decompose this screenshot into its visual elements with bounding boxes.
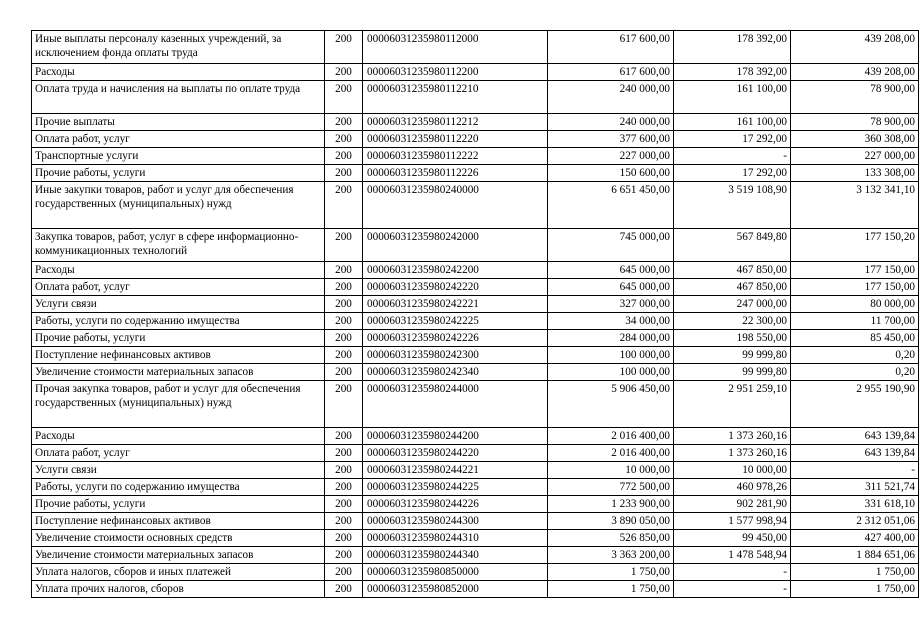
row-executed-cell: 161 100,00	[674, 114, 791, 131]
table-row	[32, 564, 919, 581]
row-kbk-cell: 00006031235980112210	[363, 81, 548, 114]
row-kbk-cell: 00006031235980242300	[363, 347, 548, 364]
row-code-cell: 200	[325, 279, 363, 296]
row-executed-cell: 99 999,80	[674, 364, 791, 381]
row-name-cell: Увеличение стоимости материальных запасов	[32, 547, 325, 564]
row-approved-cell: 100 000,00	[548, 347, 674, 364]
row-name-cell: Уплата налогов, сборов и иных платежей	[32, 564, 325, 581]
row-unexecuted-cell: 2 955 190,90	[791, 381, 919, 428]
row-unexecuted-cell: 331 618,10	[791, 496, 919, 513]
row-executed-cell: 467 850,00	[674, 262, 791, 279]
row-name-cell: Прочая закупка товаров, работ и услуг для обеспечения государственных (муниципальных) нужд	[32, 381, 325, 428]
row-kbk-cell: 00006031235980244225	[363, 479, 548, 496]
row-approved-cell: 227 000,00	[548, 148, 674, 165]
row-unexecuted-cell: 311 521,74	[791, 479, 919, 496]
row-name-cell: Прочие работы, услуги	[32, 165, 325, 182]
row-approved-cell: 2 016 400,00	[548, 428, 674, 445]
row-kbk-cell: 00006031235980112200	[363, 64, 548, 81]
row-name-cell: Иные выплаты персоналу казенных учреждений, за исключением фонда оплаты труда	[32, 31, 325, 64]
row-kbk-cell: 00006031235980112000	[363, 31, 548, 64]
table-row	[32, 31, 919, 64]
table-row	[32, 347, 919, 364]
row-code-cell: 200	[325, 182, 363, 229]
row-executed-cell: 567 849,80	[674, 229, 791, 262]
row-approved-cell: 100 000,00	[548, 364, 674, 381]
row-code-cell: 200	[325, 530, 363, 547]
table-row	[32, 313, 919, 330]
row-name-cell: Закупка товаров, работ, услуг в сфере информационно-коммуникационных технологий	[32, 229, 325, 262]
row-approved-cell: 34 000,00	[548, 313, 674, 330]
row-executed-cell: 1 478 548,94	[674, 547, 791, 564]
row-kbk-cell: 00006031235980852000	[363, 581, 548, 598]
row-code-cell: 200	[325, 148, 363, 165]
table-row	[32, 330, 919, 347]
row-unexecuted-cell: 643 139,84	[791, 428, 919, 445]
row-code-cell: 200	[325, 581, 363, 598]
row-approved-cell: 6 651 450,00	[548, 182, 674, 229]
row-approved-cell: 284 000,00	[548, 330, 674, 347]
row-approved-cell: 745 000,00	[548, 229, 674, 262]
row-executed-cell: 99 999,80	[674, 347, 791, 364]
row-executed-cell: -	[674, 564, 791, 581]
row-approved-cell: 10 000,00	[548, 462, 674, 479]
table-row	[32, 547, 919, 564]
row-code-cell: 200	[325, 114, 363, 131]
table-row	[32, 229, 919, 262]
row-approved-cell: 150 600,00	[548, 165, 674, 182]
row-kbk-cell: 00006031235980112226	[363, 165, 548, 182]
row-code-cell: 200	[325, 313, 363, 330]
row-executed-cell: 198 550,00	[674, 330, 791, 347]
table-row	[32, 296, 919, 313]
row-approved-cell: 5 906 450,00	[548, 381, 674, 428]
row-name-cell: Работы, услуги по содержанию имущества	[32, 479, 325, 496]
row-unexecuted-cell: 3 132 341,10	[791, 182, 919, 229]
table-row	[32, 381, 919, 428]
row-approved-cell: 1 233 900,00	[548, 496, 674, 513]
row-name-cell: Уплата прочих налогов, сборов	[32, 581, 325, 598]
row-name-cell: Расходы	[32, 428, 325, 445]
table-row	[32, 279, 919, 296]
row-executed-cell: 247 000,00	[674, 296, 791, 313]
table-row	[32, 428, 919, 445]
row-code-cell: 200	[325, 296, 363, 313]
row-name-cell: Услуги связи	[32, 296, 325, 313]
table-row	[32, 148, 919, 165]
row-name-cell: Прочие работы, услуги	[32, 496, 325, 513]
table-row	[32, 114, 919, 131]
row-executed-cell: 178 392,00	[674, 31, 791, 64]
row-kbk-cell: 00006031235980244220	[363, 445, 548, 462]
row-kbk-cell: 00006031235980244340	[363, 547, 548, 564]
row-unexecuted-cell: 177 150,00	[791, 262, 919, 279]
table-row	[32, 165, 919, 182]
row-code-cell: 200	[325, 165, 363, 182]
row-executed-cell: 3 519 108,90	[674, 182, 791, 229]
row-name-cell: Увеличение стоимости материальных запасов	[32, 364, 325, 381]
row-code-cell: 200	[325, 445, 363, 462]
row-kbk-cell: 00006031235980242340	[363, 364, 548, 381]
row-unexecuted-cell: 1 884 651,06	[791, 547, 919, 564]
row-executed-cell: 1 373 260,16	[674, 428, 791, 445]
row-name-cell: Поступление нефинансовых активов	[32, 513, 325, 530]
row-name-cell: Оплата работ, услуг	[32, 131, 325, 148]
row-code-cell: 200	[325, 462, 363, 479]
row-kbk-cell: 00006031235980244221	[363, 462, 548, 479]
row-executed-cell: 17 292,00	[674, 131, 791, 148]
row-name-cell: Оплата работ, услуг	[32, 445, 325, 462]
row-kbk-cell: 00006031235980850000	[363, 564, 548, 581]
row-code-cell: 200	[325, 347, 363, 364]
row-executed-cell: 1 373 260,16	[674, 445, 791, 462]
row-code-cell: 200	[325, 564, 363, 581]
row-kbk-cell: 00006031235980242200	[363, 262, 548, 279]
row-code-cell: 200	[325, 513, 363, 530]
row-kbk-cell: 00006031235980244310	[363, 530, 548, 547]
row-unexecuted-cell: 439 208,00	[791, 31, 919, 64]
row-name-cell: Оплата работ, услуг	[32, 279, 325, 296]
report-table-wrapper	[31, 30, 919, 598]
row-kbk-cell: 00006031235980244300	[363, 513, 548, 530]
row-code-cell: 200	[325, 131, 363, 148]
row-executed-cell: 467 850,00	[674, 279, 791, 296]
table-row	[32, 262, 919, 279]
row-unexecuted-cell: 78 900,00	[791, 81, 919, 114]
row-kbk-cell: 00006031235980244226	[363, 496, 548, 513]
row-approved-cell: 617 600,00	[548, 31, 674, 64]
row-approved-cell: 240 000,00	[548, 81, 674, 114]
row-code-cell: 200	[325, 31, 363, 64]
table-row	[32, 479, 919, 496]
table-row	[32, 364, 919, 381]
row-approved-cell: 2 016 400,00	[548, 445, 674, 462]
row-unexecuted-cell: 360 308,00	[791, 131, 919, 148]
row-approved-cell: 645 000,00	[548, 279, 674, 296]
row-code-cell: 200	[325, 364, 363, 381]
row-code-cell: 200	[325, 262, 363, 279]
row-kbk-cell: 00006031235980242220	[363, 279, 548, 296]
row-code-cell: 200	[325, 64, 363, 81]
table-row	[32, 131, 919, 148]
row-executed-cell: -	[674, 581, 791, 598]
row-code-cell: 200	[325, 496, 363, 513]
row-name-cell: Иные закупки товаров, работ и услуг для обеспечения государственных (муниципальных) нужд	[32, 182, 325, 229]
row-code-cell: 200	[325, 428, 363, 445]
row-executed-cell: 178 392,00	[674, 64, 791, 81]
row-approved-cell: 1 750,00	[548, 564, 674, 581]
row-approved-cell: 1 750,00	[548, 581, 674, 598]
row-unexecuted-cell: 1 750,00	[791, 581, 919, 598]
row-unexecuted-cell: 227 000,00	[791, 148, 919, 165]
row-approved-cell: 327 000,00	[548, 296, 674, 313]
table-row	[32, 496, 919, 513]
row-approved-cell: 617 600,00	[548, 64, 674, 81]
budget-execution-table	[31, 30, 919, 598]
row-unexecuted-cell: 2 312 051,06	[791, 513, 919, 530]
row-unexecuted-cell: 177 150,20	[791, 229, 919, 262]
row-approved-cell: 3 363 200,00	[548, 547, 674, 564]
table-row	[32, 581, 919, 598]
row-code-cell: 200	[325, 547, 363, 564]
row-unexecuted-cell: 11 700,00	[791, 313, 919, 330]
row-executed-cell: 17 292,00	[674, 165, 791, 182]
row-name-cell: Работы, услуги по содержанию имущества	[32, 313, 325, 330]
row-kbk-cell: 00006031235980244200	[363, 428, 548, 445]
table-body	[32, 31, 919, 598]
row-unexecuted-cell: 1 750,00	[791, 564, 919, 581]
row-unexecuted-cell: 643 139,84	[791, 445, 919, 462]
row-kbk-cell: 00006031235980112222	[363, 148, 548, 165]
row-unexecuted-cell: 85 450,00	[791, 330, 919, 347]
row-name-cell: Оплата труда и начисления на выплаты по оплате труда	[32, 81, 325, 114]
table-row	[32, 182, 919, 229]
row-unexecuted-cell: 177 150,00	[791, 279, 919, 296]
row-name-cell: Прочие работы, услуги	[32, 330, 325, 347]
row-executed-cell: 161 100,00	[674, 81, 791, 114]
row-name-cell: Транспортные услуги	[32, 148, 325, 165]
row-unexecuted-cell: 78 900,00	[791, 114, 919, 131]
row-name-cell: Расходы	[32, 64, 325, 81]
table-row	[32, 64, 919, 81]
row-kbk-cell: 00006031235980242000	[363, 229, 548, 262]
row-approved-cell: 645 000,00	[548, 262, 674, 279]
row-unexecuted-cell: 427 400,00	[791, 530, 919, 547]
row-executed-cell: 10 000,00	[674, 462, 791, 479]
row-approved-cell: 526 850,00	[548, 530, 674, 547]
row-code-cell: 200	[325, 81, 363, 114]
row-kbk-cell: 00006031235980242226	[363, 330, 548, 347]
row-name-cell: Увеличение стоимости основных средств	[32, 530, 325, 547]
row-kbk-cell: 00006031235980112220	[363, 131, 548, 148]
row-executed-cell: 1 577 998,94	[674, 513, 791, 530]
row-unexecuted-cell: 0,20	[791, 347, 919, 364]
row-executed-cell: 2 951 259,10	[674, 381, 791, 428]
row-executed-cell: 22 300,00	[674, 313, 791, 330]
table-row	[32, 462, 919, 479]
row-kbk-cell: 00006031235980244000	[363, 381, 548, 428]
row-executed-cell: -	[674, 148, 791, 165]
row-unexecuted-cell: 133 308,00	[791, 165, 919, 182]
table-row	[32, 445, 919, 462]
row-approved-cell: 3 890 050,00	[548, 513, 674, 530]
row-executed-cell: 902 281,90	[674, 496, 791, 513]
row-unexecuted-cell: 439 208,00	[791, 64, 919, 81]
row-approved-cell: 772 500,00	[548, 479, 674, 496]
row-unexecuted-cell: 0,20	[791, 364, 919, 381]
row-approved-cell: 240 000,00	[548, 114, 674, 131]
row-approved-cell: 377 600,00	[548, 131, 674, 148]
row-unexecuted-cell: 80 000,00	[791, 296, 919, 313]
row-kbk-cell: 00006031235980242225	[363, 313, 548, 330]
row-executed-cell: 99 450,00	[674, 530, 791, 547]
row-code-cell: 200	[325, 229, 363, 262]
row-name-cell: Услуги связи	[32, 462, 325, 479]
row-kbk-cell: 00006031235980242221	[363, 296, 548, 313]
row-kbk-cell: 00006031235980240000	[363, 182, 548, 229]
row-code-cell: 200	[325, 381, 363, 428]
row-unexecuted-cell: -	[791, 462, 919, 479]
table-row	[32, 81, 919, 114]
row-kbk-cell: 00006031235980112212	[363, 114, 548, 131]
row-code-cell: 200	[325, 330, 363, 347]
row-name-cell: Прочие выплаты	[32, 114, 325, 131]
row-code-cell: 200	[325, 479, 363, 496]
row-executed-cell: 460 978,26	[674, 479, 791, 496]
table-row	[32, 513, 919, 530]
row-name-cell: Расходы	[32, 262, 325, 279]
row-name-cell: Поступление нефинансовых активов	[32, 347, 325, 364]
table-row	[32, 530, 919, 547]
